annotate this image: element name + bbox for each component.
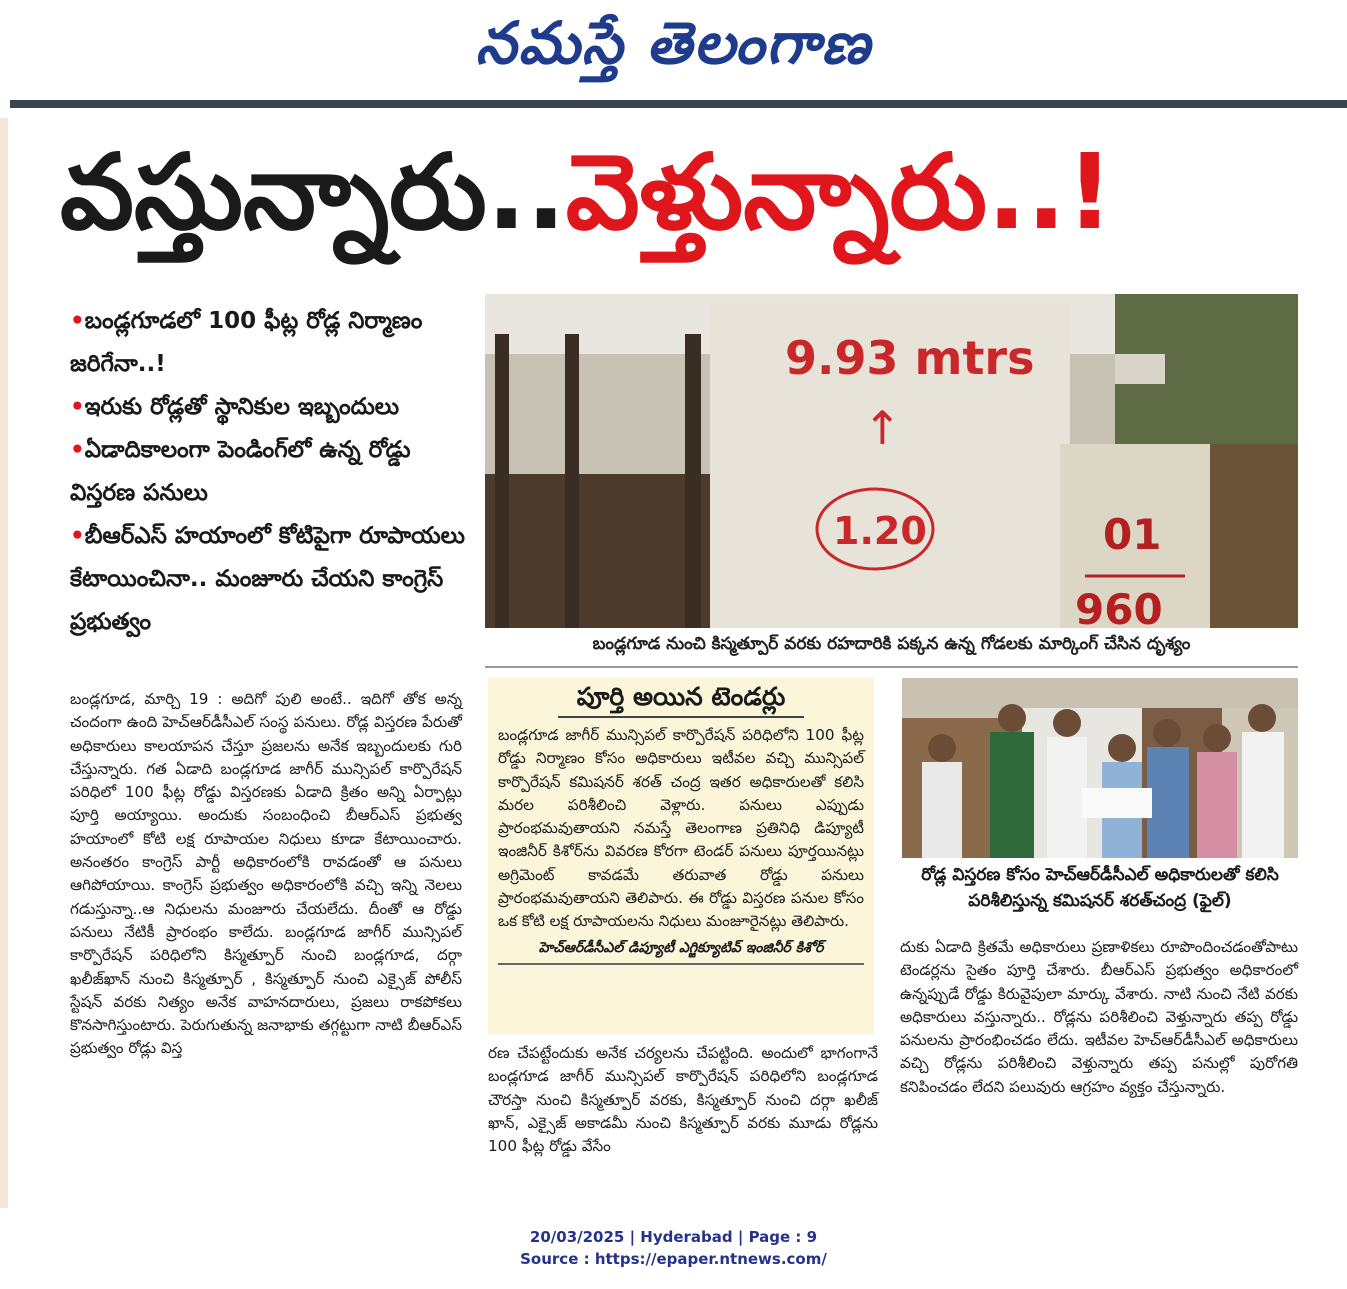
tenders-box-body: బండ్లగూడ జాగీర్ మున్సిపల్ కార్పొరేషన్ పరిధిలోని 100 ఫీట్ల రోడ్డు నిర్మాణం కోసం అధికారులు ఇటీవల వచ్చి మున్సిపల్ కార్పొరేషన్ కమిషనర్ శరత్ చంద్ర ఇతర అధికారులతో కలిసి మరల పరిశీలించి వెళ్లారు. పనులు ఎప్పుడు ప్రారంభమవుతాయని నమస్తే తెలంగాణ ప్రతినిధి డిప్యూటీ ఇంజినీర్ కిశోర్‌ను వివరణ కోరగా టెండర్ పనులు పూర్తయినట్లు అగ్రిమెంట్ కావడమే తరువాత రోడ్డు పనులు ప్రారంభమవుతాయని తెలిపారు. ఈ రోడ్డు విస్తరణ పనుల కోసం ఒక కోటి లక్ష రూపాయలను నిధులు మంజూరైనట్లు తెలిపారు. bbox=[498, 726, 864, 931]
marking-code: 960 bbox=[1075, 585, 1163, 628]
left-accent-bar bbox=[0, 118, 8, 1208]
road-marking-illustration bbox=[485, 294, 1298, 628]
highlight-text: బీఆర్‌ఎస్ హయాంలో కోటిపైగా రూపాయలు కేటాయించినా.. మంజూరు చేయని కాంగ్రెస్ ప్రభుత్వం bbox=[70, 523, 465, 635]
photo-caption-top: బండ్లగూడ నుంచి కిస్మత్పూర్ వరకు రహదారికి పక్కన ఉన్న గోడలకు మార్కింగ్ చేసిన దృశ్యం bbox=[592, 634, 1191, 654]
highlight-item bbox=[70, 429, 470, 515]
marking-distance: 9.93 mtrs bbox=[785, 331, 1035, 385]
road-marking-photo bbox=[485, 294, 1298, 628]
headline-part-1: వస్తున్నారు.. bbox=[60, 131, 566, 253]
highlight-text: ఇరుకు రోడ్లతో స్థానికుల ఇబ్బందులు bbox=[84, 394, 400, 420]
marking-value: 1.20 bbox=[833, 509, 927, 553]
article-column-left: బండ్లగూడ, మార్చి 19 : అదిగో పులి అంటే.. ఇదిగో తోక అన్న చందంగా ఉంది హెచ్‌ఆర్‌డీసీఎల్ సంస్థ పనులు. రోడ్ల విస్తరణ పేరుతో అధికారులు కాలయాపన చేస్తూ ప్రజలను అనేక ఇబ్బందులకు గురి చేస్తున్నారు. గత ఏడాది బండ్లగూడ జాగీర్ మున్సిపల్ కార్పొరేషన్ పరిధిలో 100 ఫీట్ల రోడ్డు విస్తరణకు ఏడాది క్రితం అన్ని ఏర్పాట్లు పూర్తి అయ్యాయి. అందుకు సంబంధించి బీఆర్‌ఎస్ ప్రభుత్వ హయాంలో కోటి లక్ష రూపాయల నిధులు కూడా కేటాయించారు. అనంతరం కాంగ్రెస్ పార్టీ అధికారంలోకి రావడంతో ఆ పనులు ఆగిపోయాయి. కాంగ్రెస్ ప్రభుత్వం అధికారంలోకి వచ్చి ఇన్ని నెలలు గడుస్తున్నా..ఆ నిధులను మంజూరు చేయలేదు. దీంతో ఆ రోడ్డు పనులు నేటికీ ప్రారంభం కాలేదు. బండ్లగూడ జాగీర్ మున్సిపల్ కార్పొరేషన్ పరిధిలోని కిస్మత్పూర్ నుంచి బండ్లగూడ, దర్గా ఖలీజ్‌ఖాన్ నుంచి కిస్మత్పూర్ , కిస్మత్పూర్ నుంచి ఎక్సైజ్ పోలీస్ స్టేషన్ వరకు నిత్యం అనేక వాహనదారులు, ప్రజలు రాకపోకలు కొనసాగిస్తుంటారు. పెరుగుతున్న జనాభాకు తగ్గట్టుగా నాటి బీఆర్‌ఎస్ ప్రభుత్వం రోడ్లు విస్త bbox=[70, 690, 462, 1058]
bullet-dot: • bbox=[70, 394, 85, 420]
highlights-list bbox=[70, 300, 470, 644]
marking-arrow: ↑ bbox=[863, 401, 902, 455]
bullet-dot: • bbox=[70, 437, 85, 463]
caption-divider bbox=[485, 666, 1298, 668]
marking-number: 01 bbox=[1103, 510, 1162, 559]
officials-inspection-illustration bbox=[902, 678, 1298, 858]
footer-date-line: 20/03/2025 | Hyderabad | Page : 9 bbox=[529, 1228, 818, 1246]
tenders-title-rule bbox=[558, 716, 804, 718]
highlight-text: బండ్లగూడలో 100 ఫీట్ల రోడ్ల నిర్మాణం జరిగేనా..! bbox=[70, 308, 423, 377]
masthead-logo: నమస్తే తెలంగాణ bbox=[475, 8, 872, 77]
bullet-dot: • bbox=[70, 523, 85, 549]
highlight-item bbox=[70, 300, 470, 386]
headline-part-2: వెళ్తున్నారు..! bbox=[565, 131, 1114, 253]
highlight-text: ఏడాదికాలంగా పెండింగ్‌లో ఉన్న రోడ్డు విస్తరణ పనులు bbox=[70, 437, 411, 506]
masthead-rule bbox=[10, 100, 1347, 108]
masthead bbox=[0, 0, 1347, 100]
tenders-box-signature: హెచ్‌ఆర్‌డీసీఎల్ డిప్యూటీ ఎగ్జిక్యూటివ్ ఇంజినీర్ కిశోర్ bbox=[538, 939, 824, 956]
highlight-item bbox=[70, 386, 470, 429]
article-column-middle: రణ చేపట్టేందుకు అనేక చర్యలను చేపట్టింది. అందులో భాగంగానే బండ్లగూడ జాగీర్ మున్సిపల్ కార్పొరేషన్ పరిధిలోని బండ్లగూడ చౌరస్తా నుంచి కిస్మత్పూర్ వరకు, కిస్మత్పూర్ నుంచి దర్గా ఖలీజ్ ఖాన్, ఎక్సైజ్ అకాడమీ నుంచి కిస్మత్పూర్ వరకు మూడు రోడ్లను 100 ఫీట్ల రోడ్డు వేసేం bbox=[488, 1044, 878, 1156]
highlight-item bbox=[70, 515, 470, 644]
page-footer bbox=[0, 1226, 1347, 1270]
tenders-box bbox=[488, 678, 874, 1034]
officials-photo bbox=[902, 678, 1298, 858]
headline bbox=[60, 120, 1330, 290]
tenders-signature-rule bbox=[498, 963, 864, 965]
footer-source-link[interactable]: Source : https://epaper.ntnews.com/ bbox=[520, 1250, 827, 1268]
photo-caption-right: రోడ్ల విస్తరణ కోసం హెచ్‌ఆర్‌డీసీఎల్ అధికారులతో కలిసి పరిశీలిస్తున్న కమిషనర్ శరత్‌చంద్ర (ఫైల్) bbox=[921, 865, 1279, 911]
article-column-right: దుకు ఏడాది క్రితమే అధికారులు ప్రణాళికలు రూపొందించడంతోపాటు టెండర్లను సైతం పూర్తి చేశారు. బీఆర్‌ఎస్ ప్రభుత్వం అధికారంలో ఉన్నప్పుడే రోడ్డు కిరువైపులా మార్కు వేశారు. నాటి నుంచి నేటి వరకు అధికారులు వస్తున్నారు.. రోడ్లను పరిశీలించి వెళ్తున్నారు తప్ప రోడ్డు పనులను ప్రారంభించడం లేదు. ఇటీవల హెచ్‌ఆర్‌డీసీఎల్ అధికారులు వచ్చి రోడ్లను పరిశీలించి వెళ్తున్నారు తప్ప పనుల్లో పురోగతి కనిపించడం లేదని పలువురు ఆగ్రహం వ్యక్తం చేస్తున్నారు. bbox=[900, 938, 1298, 1096]
tenders-box-title: పూర్తి అయిన టెండర్లు bbox=[576, 682, 786, 711]
bullet-dot: • bbox=[70, 308, 85, 334]
